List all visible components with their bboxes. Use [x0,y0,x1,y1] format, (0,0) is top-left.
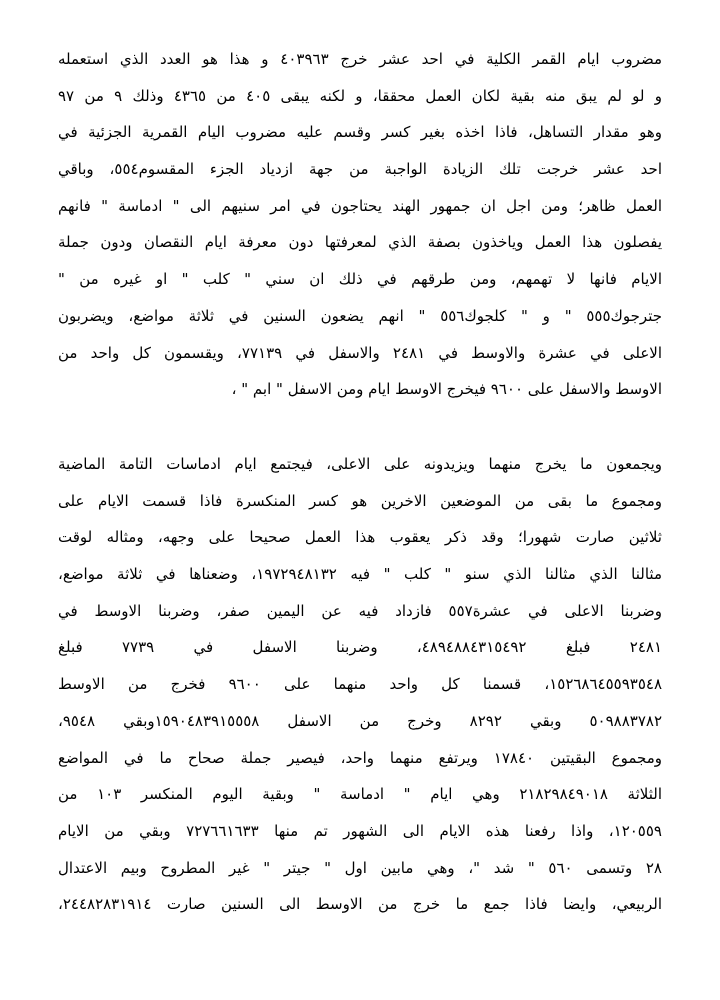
text-line: الايام فانها لا تهمهم، ومن طرقهم في ذلك ان سني " كلب " او غيره من " [58,270,662,289]
text-line: ويجمعون ما يخرج منهما ويزيدونه على الاعلى، فيجتمع ايام ادماسات التامة الماضية [58,455,662,473]
text-line: الاعلى في عشرة والاوسط في ٢٤٨١ والاسفل في ٧٧١٣٩، ويقسمون كل واحد من [58,343,662,362]
text-line: ١٥٢٦٨٦٤٥٥٩٣٥٤٨، قسمنا كل واحد منهما على ٩٦٠٠ فخرج من الاوسط [58,675,662,694]
text-line: احد عشر خرجت تلك الزيادة الواجبة من جهة ازدياد الجزء المقسوم٥٥٤، وباقي [58,160,662,179]
text-line: وضربنا الاعلى في عشرة٥٥٧ فازداد فيه عن اليمين صفر، وضربنا الاوسط في [58,601,662,620]
paragraph-1 [58,41,662,408]
text-line: ٢٤٨١ فبلغ ٤٨٩٤٨٨٤٣١٥٤٩٢، وضربنا الاسفل في ٧٧٣٩ فبلغ [58,638,662,657]
text-line: ٢٨ وتسمى ٥٦٠ " شد "، وهي مابين اول " جيتر " غير المطروح وبيم الاعتدال [58,858,662,877]
text-line: وهو مقدار التساهل، فاذا اخذه بغير كسر وقسم عليه مضروب اليام القمرية الجزئية في [58,123,662,142]
text-line: الربيعي، وايضا فاذا جمع ما خرج من الاوسط الى السنين صارت ٢٤٤٨٢٨٣١٩١٤، [58,895,662,914]
text-line: و لو لم يبق منه بقية لكان العمل محققا، و لكنه يبقى ٤٠٥ من ٤٣٦٥ وذلك ٩ من ٩٧ [58,86,662,105]
text-line: ومجموع ما بقى من الموضعين الاخرين هو كسر المنكسرة فاذا قسمت الايام على [58,491,662,510]
text-line: جترجوك٥٥٥ " و " كلجوك٥٥٦ " انهم يضعون السنين في ثلاثة مواضع، ويضربون [58,306,662,325]
text-line: الثلاثة ٢١٨٢٩٨٤٩٠١٨ وهي ايام " ادماسة " وبقية اليوم المنكسر ١٠٣ من [58,785,662,804]
text-line: مضروب ايام القمر الكلية في احد عشر خرج ٤٠٣٩٦٣ و هذا هو العدد الذي استعمله [58,50,662,68]
text-line: العمل ظاهر؛ ومن اجل ان جمهور الهند يحتاجون في امر سنيهم الى " ادماسة " فانهم [58,196,662,215]
text-line: ومجموع البقيتين ١٧٨٤٠ ويرتفع منهما واحد، فيصير جملة صحاح ما في المواضع [58,748,662,767]
text-line: ٥٠٩٨٨٣٧٨٢ وبقي ٨٢٩٢ وخرج من الاسفل ١٥٩٠٤٨٣٩١٥٥٥٨وبقي ٩٥٤٨، [58,711,662,730]
text-line: يفصلون هذا العمل وياخذون بصفة الذي لمعرفتها دون معرفة ايام النقصان ودون جملة [58,233,662,252]
text-line: ١٢٠٥٥٩، واذا رفعنا هذه الايام الى الشهور تم منها ٧٢٧٦٦١٦٣٣ وبقي من الايام [58,821,662,840]
text-line: الاوسط والاسفل على ٩٦٠٠ فيخرج الاوسط ايام ومن الاسفل " ابم " ، [231,380,662,399]
paragraph-2 [58,446,662,923]
text-line: مثالنا الذي مثالنا الذي سنو " كلب " فيه ١٩٧٢٩٤٨١٣٢، وضعناها في ثلاثة مواضع، [58,565,662,584]
text-line: ثلاثين صارت شهورا؛ وقد ذكر يعقوب هذا العمل صحيحا على وجهه، ومثاله لوقت [58,528,662,547]
